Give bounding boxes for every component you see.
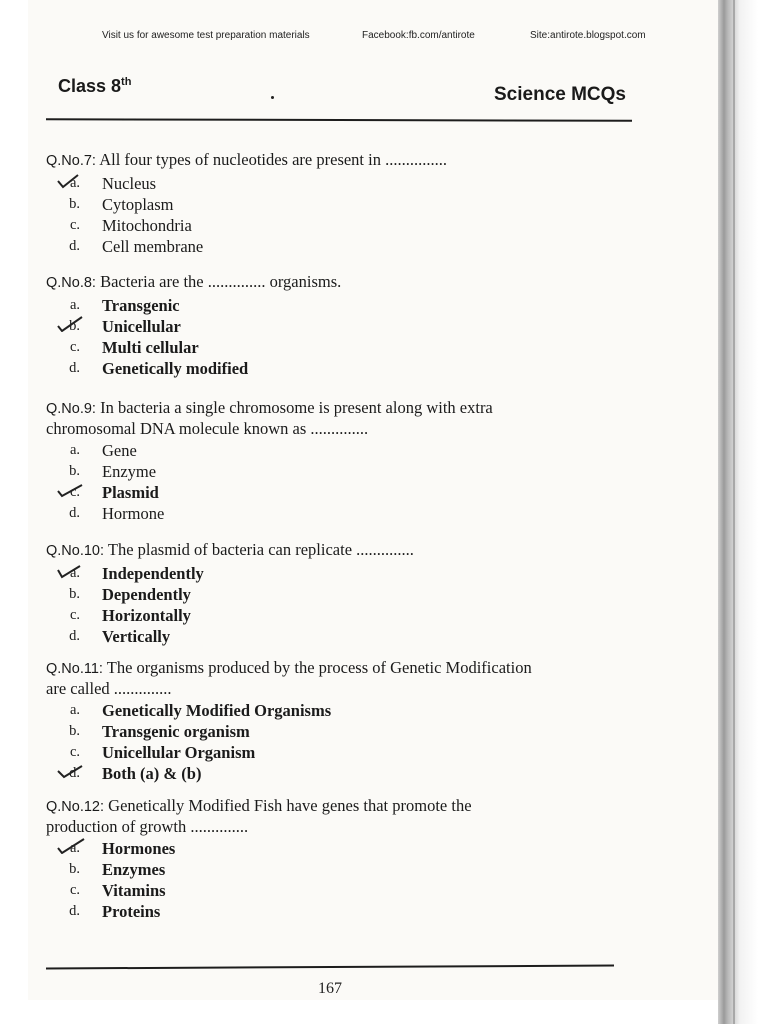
option-d	[46, 503, 636, 524]
subject-title: Science MCQs	[494, 84, 626, 105]
option-text: Gene	[102, 441, 137, 460]
question-stem: The plasmid of bacteria can replicate ..............	[107, 540, 414, 559]
question-text	[46, 150, 636, 171]
option-letter: d.	[69, 628, 80, 644]
question-8	[46, 272, 636, 379]
option-letter: a.	[69, 702, 80, 718]
question-12	[46, 796, 636, 922]
option-d	[46, 236, 636, 257]
option-text: Unicellular	[102, 317, 181, 336]
question-text	[46, 658, 636, 698]
option-letter: b.	[69, 196, 80, 212]
option-letter: b.	[69, 586, 80, 602]
option-text: Plasmid	[102, 483, 159, 502]
stray-dot	[271, 96, 274, 99]
header-link-facebook: Facebook:fb.com/antirote	[362, 30, 475, 41]
option-a	[46, 838, 636, 859]
option-b	[46, 194, 636, 215]
option-d	[46, 901, 636, 922]
option-letter: c.	[69, 744, 80, 760]
header-link-site: Site:antirote.blogspot.com	[530, 30, 646, 41]
option-text: Hormone	[102, 504, 165, 523]
option-text: Genetically Modified Organisms	[102, 701, 332, 720]
option-list	[46, 173, 636, 257]
class-label-text: Class 8	[58, 76, 122, 96]
option-d	[46, 626, 636, 647]
option-letter: d.	[69, 238, 80, 254]
checkmark-icon	[56, 561, 86, 579]
option-a	[46, 440, 636, 461]
option-c	[46, 605, 636, 626]
option-c	[46, 215, 636, 236]
option-c	[46, 742, 636, 763]
question-number: Q.No.8:	[46, 275, 96, 291]
checkmark-icon	[56, 314, 86, 332]
option-text: Independently	[102, 564, 204, 583]
option-letter: d.	[69, 360, 80, 376]
page-edge-shadow	[718, 0, 768, 1024]
option-b	[46, 316, 636, 337]
header-links	[100, 30, 668, 44]
checkmark-icon	[56, 171, 86, 189]
class-label-sup: th	[121, 76, 132, 88]
question-stem: The organisms produced by the process of Genetic Modification	[106, 658, 532, 677]
question-7	[46, 150, 636, 257]
option-text: Proteins	[102, 902, 161, 921]
question-text	[46, 540, 636, 561]
option-a	[46, 563, 636, 584]
option-letter: d.	[69, 903, 80, 919]
option-text: Multi cellular	[102, 338, 199, 357]
option-text: Hormones	[102, 839, 176, 858]
option-a	[46, 295, 636, 316]
option-text: Mitochondria	[102, 216, 192, 235]
option-text: Nucleus	[102, 174, 157, 193]
question-text	[46, 272, 636, 293]
option-letter: b.	[69, 463, 80, 479]
option-text: Horizontally	[102, 606, 191, 625]
option-b	[46, 859, 636, 880]
option-b	[46, 461, 636, 482]
question-text	[46, 796, 636, 836]
option-text: Transgenic	[102, 296, 180, 315]
option-letter: c.	[69, 217, 80, 233]
question-stem-line2: chromosomal DNA molecule known as ..............	[46, 419, 369, 438]
question-stem: Bacteria are the .............. organisms.	[100, 272, 342, 291]
question-stem: In bacteria a single chromosome is present along with extra	[100, 398, 493, 417]
option-letter: d.	[69, 505, 80, 521]
option-list	[46, 440, 636, 524]
option-text: Cell membrane	[102, 237, 204, 256]
option-d	[46, 358, 636, 379]
option-text: Dependently	[102, 585, 191, 604]
option-text: Enzymes	[102, 860, 166, 879]
option-letter: a.	[69, 565, 80, 581]
option-d	[46, 763, 636, 784]
option-letter: c.	[69, 339, 80, 355]
question-number: Q.No.11:	[46, 661, 103, 677]
option-letter: b.	[69, 861, 80, 877]
question-9	[46, 398, 636, 524]
option-letter: a.	[69, 442, 80, 458]
option-letter: c.	[69, 882, 80, 898]
page-number: 167	[318, 980, 342, 997]
checkmark-icon	[56, 836, 86, 854]
question-stem: All four types of nucleotides are present in ...............	[99, 150, 447, 169]
option-letter: d.	[69, 765, 80, 781]
option-text: Unicellular Organism	[102, 743, 256, 762]
option-b	[46, 584, 636, 605]
question-number: Q.No.10:	[46, 543, 105, 559]
question-stem: Genetically Modified Fish have genes that promote the	[108, 796, 472, 815]
checkmark-icon	[56, 761, 86, 779]
option-a	[46, 700, 636, 721]
option-letter: b.	[69, 318, 80, 334]
option-letter: b.	[69, 723, 80, 739]
option-b	[46, 721, 636, 742]
question-text	[46, 398, 636, 438]
question-number: Q.No.7:	[46, 153, 96, 169]
question-stem-line2: production of growth ..............	[46, 817, 249, 836]
question-number: Q.No.9:	[46, 401, 96, 417]
option-a	[46, 173, 636, 194]
option-list	[46, 838, 636, 922]
question-stem-line2: are called ..............	[46, 679, 172, 698]
option-letter: c.	[69, 484, 80, 500]
option-letter: a.	[69, 175, 80, 191]
option-c	[46, 337, 636, 358]
question-number: Q.No.12:	[46, 799, 105, 815]
option-c	[46, 482, 636, 503]
question-11	[46, 658, 636, 784]
option-list	[46, 563, 636, 647]
header-link-visit: Visit us for awesome test preparation materials	[102, 30, 310, 41]
option-text: Genetically modified	[102, 359, 249, 378]
option-c	[46, 880, 636, 901]
option-letter: a.	[69, 840, 80, 856]
option-letter: a.	[69, 297, 80, 313]
option-text: Vertically	[102, 627, 171, 646]
checkmark-icon	[56, 480, 86, 498]
page-edge-line	[733, 0, 735, 1024]
option-text: Cytoplasm	[102, 195, 174, 214]
class-label	[58, 76, 131, 97]
option-text: Transgenic organism	[102, 722, 250, 741]
option-list	[46, 295, 636, 379]
option-text: Enzyme	[102, 462, 157, 481]
option-text: Vitamins	[102, 881, 166, 900]
option-letter: c.	[69, 607, 80, 623]
option-list	[46, 700, 636, 784]
option-text: Both (a) & (b)	[102, 764, 202, 783]
question-10	[46, 540, 636, 647]
